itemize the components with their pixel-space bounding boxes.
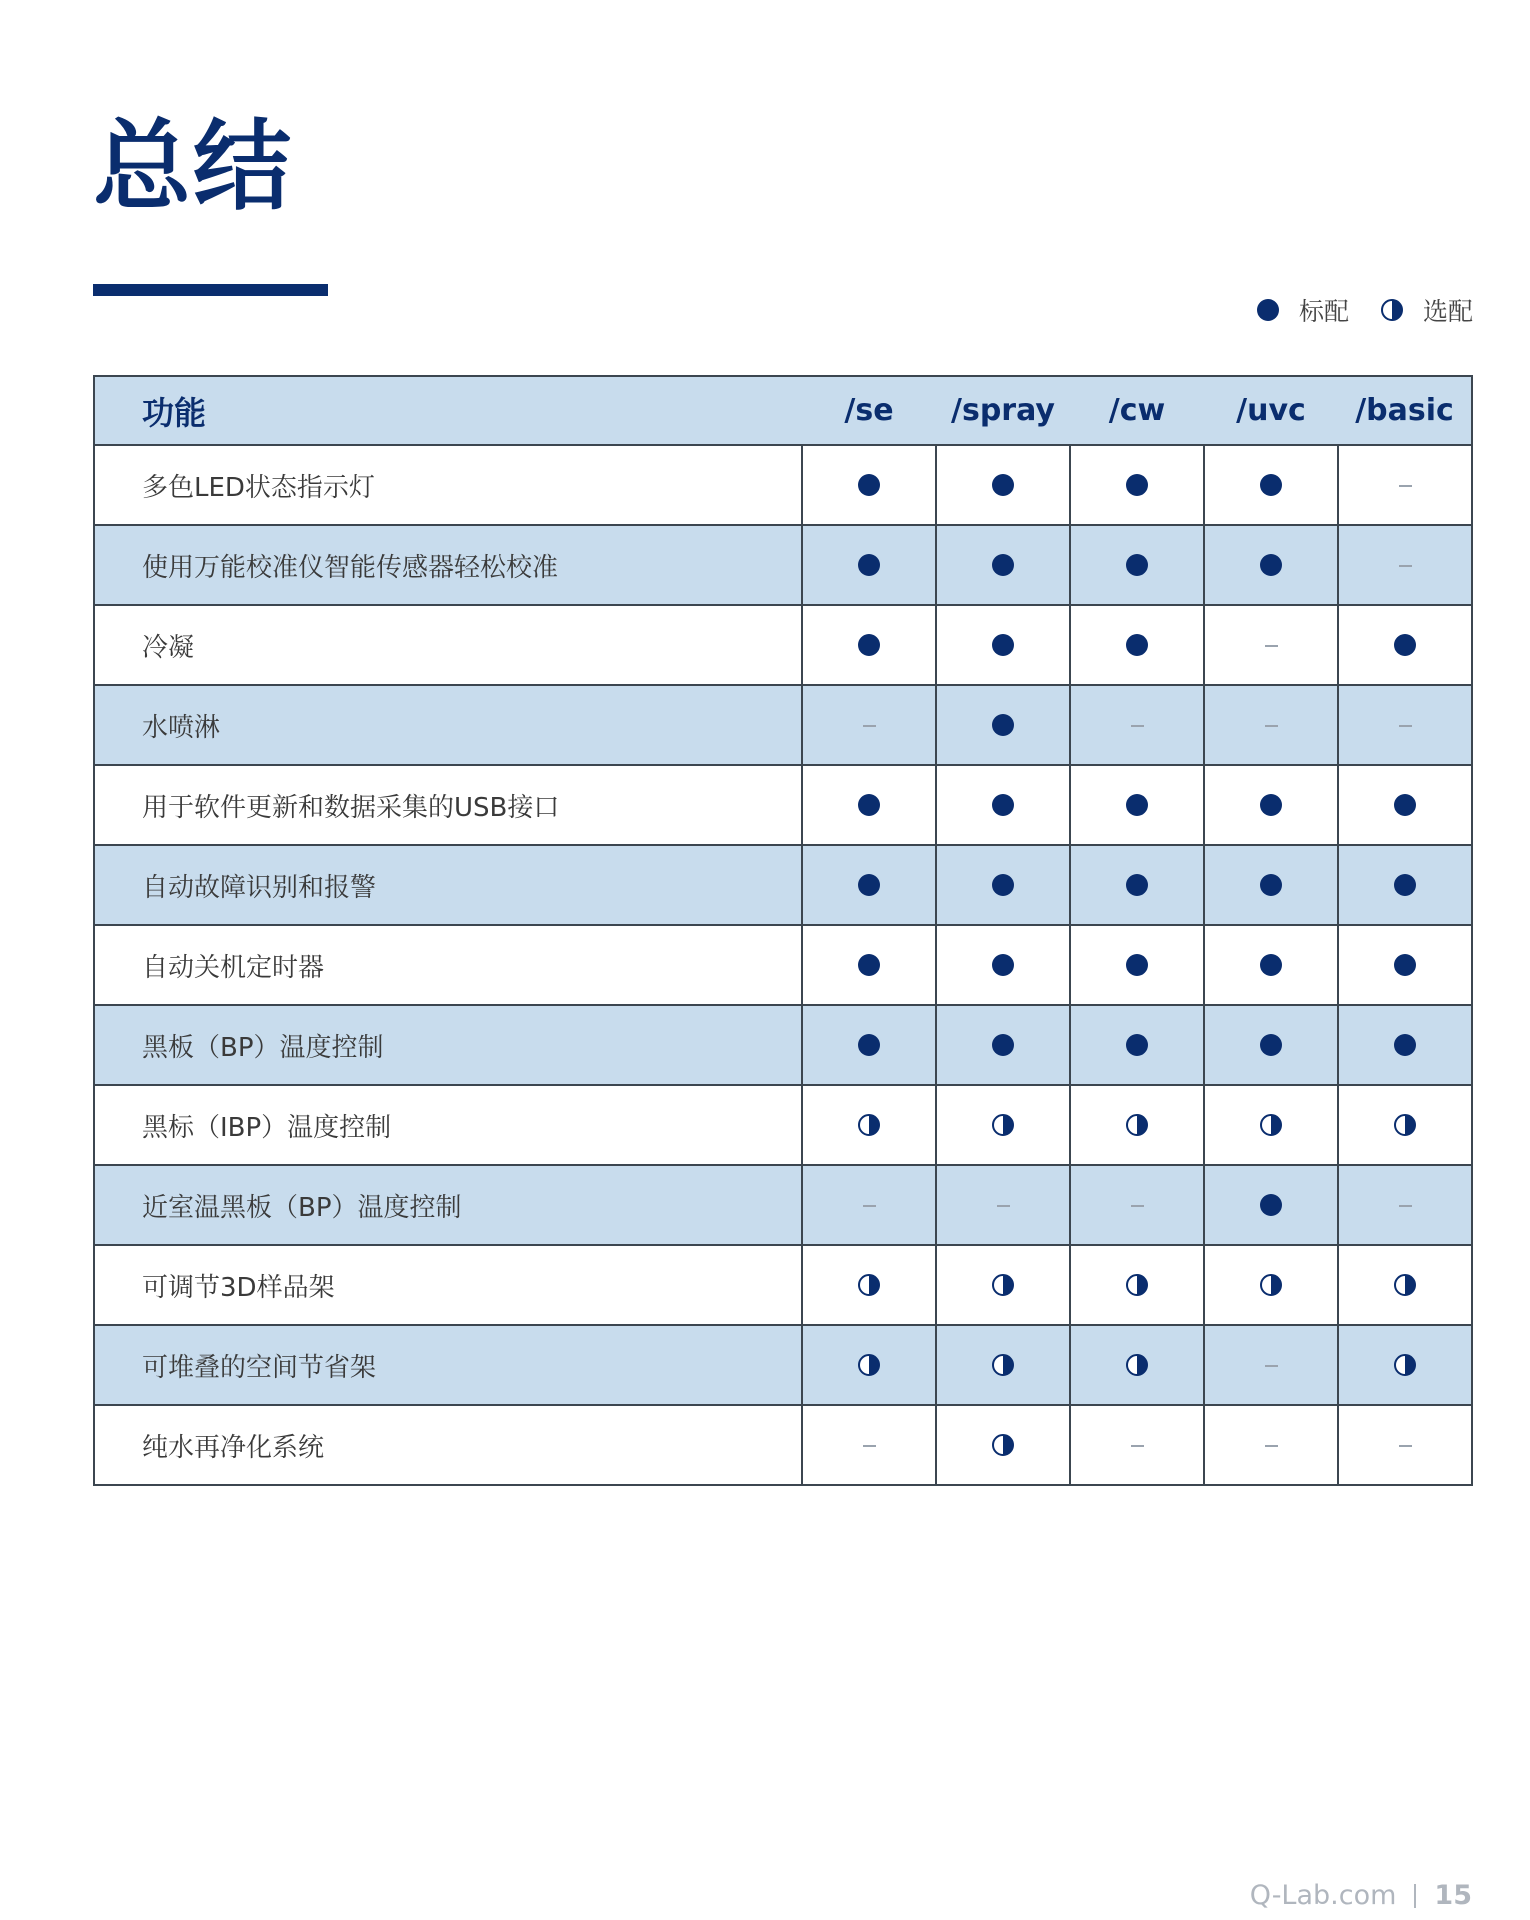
filled-circle-icon	[992, 554, 1014, 576]
filled-circle-icon	[858, 874, 880, 896]
filled-circle-icon	[858, 954, 880, 976]
feature-label: 可调节3D样品架	[94, 1245, 802, 1325]
filled-circle-icon	[992, 1034, 1014, 1056]
availability-cell	[1204, 1085, 1338, 1165]
dash-icon	[863, 1445, 876, 1447]
legend-standard-label: 标配	[1298, 297, 1349, 326]
half-circle-icon	[1394, 1114, 1416, 1136]
legend-optional	[1381, 292, 1473, 328]
dash-icon	[1399, 725, 1412, 727]
filled-circle-icon	[1260, 474, 1282, 496]
availability-cell	[802, 925, 936, 1005]
table-row	[94, 1325, 1472, 1405]
availability-cell	[802, 1165, 936, 1245]
availability-cell	[802, 1245, 936, 1325]
half-circle-icon	[858, 1114, 880, 1136]
header-feature: 功能	[94, 376, 802, 445]
filled-circle-icon	[992, 714, 1014, 736]
filled-circle-icon	[858, 794, 880, 816]
filled-circle-icon	[1126, 954, 1148, 976]
feature-label: 水喷淋	[94, 685, 802, 765]
filled-circle-icon	[858, 474, 880, 496]
filled-circle-icon	[1260, 554, 1282, 576]
half-circle-icon	[858, 1354, 880, 1376]
availability-cell	[1070, 685, 1204, 765]
availability-cell	[1070, 1325, 1204, 1405]
feature-label: 纯水再净化系统	[94, 1405, 802, 1485]
dash-icon	[1399, 1205, 1412, 1207]
header-model-spray: /spray	[936, 376, 1070, 445]
table-row	[94, 1085, 1472, 1165]
filled-circle-icon	[1126, 794, 1148, 816]
dash-icon	[1399, 565, 1412, 567]
availability-cell	[936, 1165, 1070, 1245]
feature-label: 黑板（BP）温度控制	[94, 1005, 802, 1085]
availability-cell	[1204, 685, 1338, 765]
half-circle-icon	[1394, 1354, 1416, 1376]
availability-cell	[1338, 1245, 1472, 1325]
availability-cell	[936, 1405, 1070, 1485]
footer	[1250, 1880, 1472, 1911]
availability-cell	[1338, 1165, 1472, 1245]
half-circle-icon	[992, 1434, 1014, 1456]
availability-cell	[802, 845, 936, 925]
half-circle-icon	[1260, 1114, 1282, 1136]
availability-cell	[1070, 925, 1204, 1005]
dash-icon	[1131, 1445, 1144, 1447]
availability-cell	[1338, 845, 1472, 925]
half-circle-icon	[1126, 1274, 1148, 1296]
footer-divider	[1414, 1884, 1416, 1908]
feature-label: 黑标（IBP）温度控制	[94, 1085, 802, 1165]
filled-circle-icon	[992, 954, 1014, 976]
availability-cell	[1070, 1405, 1204, 1485]
legend-optional-label: 选配	[1422, 297, 1473, 326]
filled-circle-icon	[1126, 474, 1148, 496]
dash-icon	[1265, 1365, 1278, 1367]
availability-cell	[936, 1245, 1070, 1325]
table-row	[94, 1405, 1472, 1485]
filled-circle-icon	[1394, 634, 1416, 656]
legend-standard	[1257, 292, 1349, 328]
dash-icon	[1265, 725, 1278, 727]
dash-icon	[1265, 1445, 1278, 1447]
filled-circle-icon	[858, 554, 880, 576]
availability-cell	[1204, 1325, 1338, 1405]
availability-cell	[802, 525, 936, 605]
availability-cell	[1070, 1005, 1204, 1085]
page-number: 15	[1434, 1880, 1472, 1911]
availability-cell	[802, 445, 936, 525]
availability-cell	[1204, 1405, 1338, 1485]
feature-label: 自动关机定时器	[94, 925, 802, 1005]
availability-cell	[936, 445, 1070, 525]
filled-circle-icon	[1394, 874, 1416, 896]
availability-cell	[1204, 1005, 1338, 1085]
availability-cell	[1204, 1245, 1338, 1325]
availability-cell	[1070, 605, 1204, 685]
filled-circle-icon	[858, 634, 880, 656]
availability-cell	[1338, 765, 1472, 845]
filled-circle-icon	[1394, 1034, 1416, 1056]
availability-cell	[802, 685, 936, 765]
availability-cell	[1338, 1005, 1472, 1085]
availability-cell	[936, 605, 1070, 685]
half-circle-icon	[1126, 1354, 1148, 1376]
filled-circle-icon	[1257, 299, 1279, 321]
header-model-uvc: /uvc	[1204, 376, 1338, 445]
availability-cell	[1338, 445, 1472, 525]
dash-icon	[1265, 645, 1278, 647]
availability-cell	[1338, 605, 1472, 685]
availability-cell	[1338, 1085, 1472, 1165]
feature-comparison-table	[93, 375, 1473, 1486]
availability-cell	[936, 1085, 1070, 1165]
header-model-basic: /basic	[1338, 376, 1472, 445]
feature-label: 使用万能校准仪智能传感器轻松校准	[94, 525, 802, 605]
table-body	[94, 445, 1472, 1485]
title-underline	[93, 284, 328, 296]
availability-cell	[1070, 445, 1204, 525]
feature-label: 冷凝	[94, 605, 802, 685]
dash-icon	[1131, 725, 1144, 727]
half-circle-icon	[992, 1274, 1014, 1296]
half-circle-icon	[992, 1114, 1014, 1136]
filled-circle-icon	[1394, 794, 1416, 816]
availability-cell	[936, 845, 1070, 925]
filled-circle-icon	[992, 794, 1014, 816]
availability-cell	[1338, 685, 1472, 765]
table-row	[94, 925, 1472, 1005]
half-circle-icon	[1381, 299, 1403, 321]
availability-cell	[1070, 765, 1204, 845]
table-row	[94, 1245, 1472, 1325]
availability-cell	[1204, 1165, 1338, 1245]
filled-circle-icon	[1126, 874, 1148, 896]
filled-circle-icon	[1126, 634, 1148, 656]
half-circle-icon	[992, 1354, 1014, 1376]
table-row	[94, 685, 1472, 765]
availability-cell	[1070, 1165, 1204, 1245]
filled-circle-icon	[1260, 1194, 1282, 1216]
filled-circle-icon	[992, 874, 1014, 896]
feature-label: 近室温黑板（BP）温度控制	[94, 1165, 802, 1245]
header-model-cw: /cw	[1070, 376, 1204, 445]
availability-cell	[802, 1085, 936, 1165]
availability-cell	[802, 1005, 936, 1085]
feature-label: 可堆叠的空间节省架	[94, 1325, 802, 1405]
availability-cell	[936, 765, 1070, 845]
table-row	[94, 1165, 1472, 1245]
availability-cell	[1204, 445, 1338, 525]
availability-cell	[802, 605, 936, 685]
dash-icon	[997, 1205, 1010, 1207]
half-circle-icon	[1260, 1274, 1282, 1296]
legend	[1257, 292, 1473, 328]
filled-circle-icon	[1126, 554, 1148, 576]
availability-cell	[936, 685, 1070, 765]
feature-label: 多色LED状态指示灯	[94, 445, 802, 525]
availability-cell	[936, 1325, 1070, 1405]
table-row	[94, 605, 1472, 685]
availability-cell	[802, 1405, 936, 1485]
availability-cell	[1070, 1085, 1204, 1165]
availability-cell	[1204, 845, 1338, 925]
availability-cell	[936, 525, 1070, 605]
half-circle-icon	[858, 1274, 880, 1296]
availability-cell	[1338, 1405, 1472, 1485]
table-row	[94, 1005, 1472, 1085]
availability-cell	[1070, 1245, 1204, 1325]
table-row	[94, 845, 1472, 925]
dash-icon	[1399, 1445, 1412, 1447]
filled-circle-icon	[858, 1034, 880, 1056]
availability-cell	[1338, 525, 1472, 605]
half-circle-icon	[1394, 1274, 1416, 1296]
half-circle-icon	[1126, 1114, 1148, 1136]
filled-circle-icon	[1126, 1034, 1148, 1056]
feature-label: 自动故障识别和报警	[94, 845, 802, 925]
dash-icon	[1131, 1205, 1144, 1207]
filled-circle-icon	[992, 634, 1014, 656]
filled-circle-icon	[1260, 874, 1282, 896]
availability-cell	[1204, 525, 1338, 605]
table-row	[94, 525, 1472, 605]
availability-cell	[936, 925, 1070, 1005]
footer-site: Q-Lab.com	[1249, 1880, 1397, 1911]
filled-circle-icon	[1394, 954, 1416, 976]
table-row	[94, 445, 1472, 525]
dash-icon	[863, 725, 876, 727]
filled-circle-icon	[1260, 954, 1282, 976]
availability-cell	[802, 1325, 936, 1405]
filled-circle-icon	[1260, 794, 1282, 816]
dash-icon	[863, 1205, 876, 1207]
availability-cell	[1070, 525, 1204, 605]
page-title: 总结	[93, 110, 294, 224]
filled-circle-icon	[1260, 1034, 1282, 1056]
filled-circle-icon	[992, 474, 1014, 496]
availability-cell	[802, 765, 936, 845]
dash-icon	[1399, 485, 1412, 487]
table-header-row	[94, 376, 1472, 445]
availability-cell	[1338, 1325, 1472, 1405]
availability-cell	[1070, 845, 1204, 925]
header-model-se: /se	[802, 376, 936, 445]
availability-cell	[1204, 605, 1338, 685]
availability-cell	[1338, 925, 1472, 1005]
table-row	[94, 765, 1472, 845]
availability-cell	[1204, 765, 1338, 845]
availability-cell	[936, 1005, 1070, 1085]
feature-label: 用于软件更新和数据采集的USB接口	[94, 765, 802, 845]
availability-cell	[1204, 925, 1338, 1005]
